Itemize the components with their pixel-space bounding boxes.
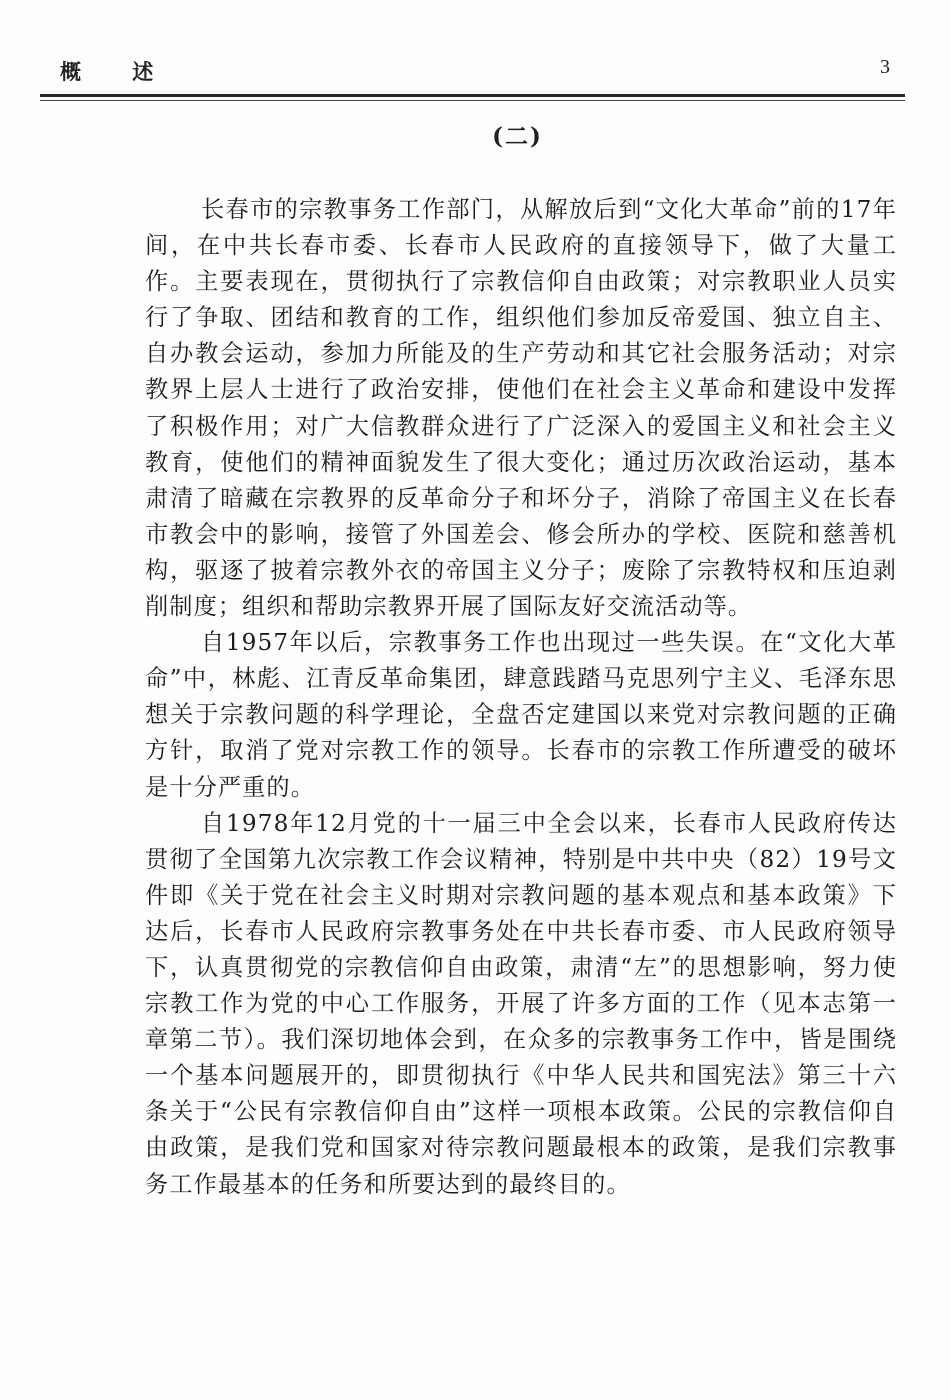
body-text — [145, 192, 897, 1203]
paragraph: 自1957年以后，宗教事务工作也出现过一些失误。在“文化大革命”中，林彪、江青反革命集团，肆意践踏马克思列宁主义、毛泽东思想关于宗教问题的科学理论，全盘否定建国以来党对宗教问题的正确方针，取消了党对宗教工作的领导。长春市的宗教工作所遭受的破坏是十分严重的。 — [145, 629, 897, 801]
running-header — [60, 56, 890, 96]
header-rule-thick — [40, 94, 905, 97]
paragraph: 长春市的宗教事务工作部门，从解放后到“文化大革命”前的17年间，在中共长春市委、长春市人民政府的直接领导下，做了大量工作。主要表现在，贯彻执行了宗教信仰自由政策；对宗教职业人员实行了争取、团结和教育的工作，组织他们参加反帝爱国、独立自主、自办教会运动，参加力所能及的生产劳动和其它社会服务活动；对宗教界上层人士进行了政治安排，使他们在社会主义革命和建设中发挥了积极作用；对广大信教群众进行了广泛深入的爱国主义和社会主义教育，使他们的精神面貌发生了很大变化；通过历次政治运动，基本肃清了暗藏在宗教界的反革命分子和坏分子，消除了帝国主义在长春市教会中的影响，接管了外国差会、修会所办的学校、医院和慈善机构，驱逐了披着宗教外衣的帝国主义分子；废除了宗教特权和压迫剥削制度；组织和帮助宗教界开展了国际友好交流活动等。 — [145, 196, 897, 621]
section-heading: (二) — [492, 123, 543, 150]
header-rule-thin — [40, 100, 905, 101]
paragraph: 自1978年12月党的十一届三中全会以来，长春市人民政府传达贯彻了全国第九次宗教工作会议精神，特别是中共中央（82）19号文件即《关于党在社会主义时期对宗教问题的基本观点和基本政策》下达后，长春市人民政府宗教事务处在中共长春市委、市人民政府领导下，认真贯彻党的宗教信仰自由政策，肃清“左”的思想影响，努力使宗教工作为党的中心工作服务，开展了许多方面的工作（见本志第一章第二节）。我们深切地体会到，在众多的宗教事务工作中，皆是围绕一个基本问题展开的，即贯彻执行《中华人民共和国宪法》第三十六条关于“公民有宗教信仰自由”这样一项根本政策。公民的宗教信仰自由政策，是我们党和国家对待宗教问题最根本的政策，是我们宗教事务工作最基本的任务和所要达到的最终目的。 — [145, 809, 897, 1198]
chapter-title: 概 述 — [60, 60, 176, 84]
page-number: 3 — [880, 56, 890, 78]
